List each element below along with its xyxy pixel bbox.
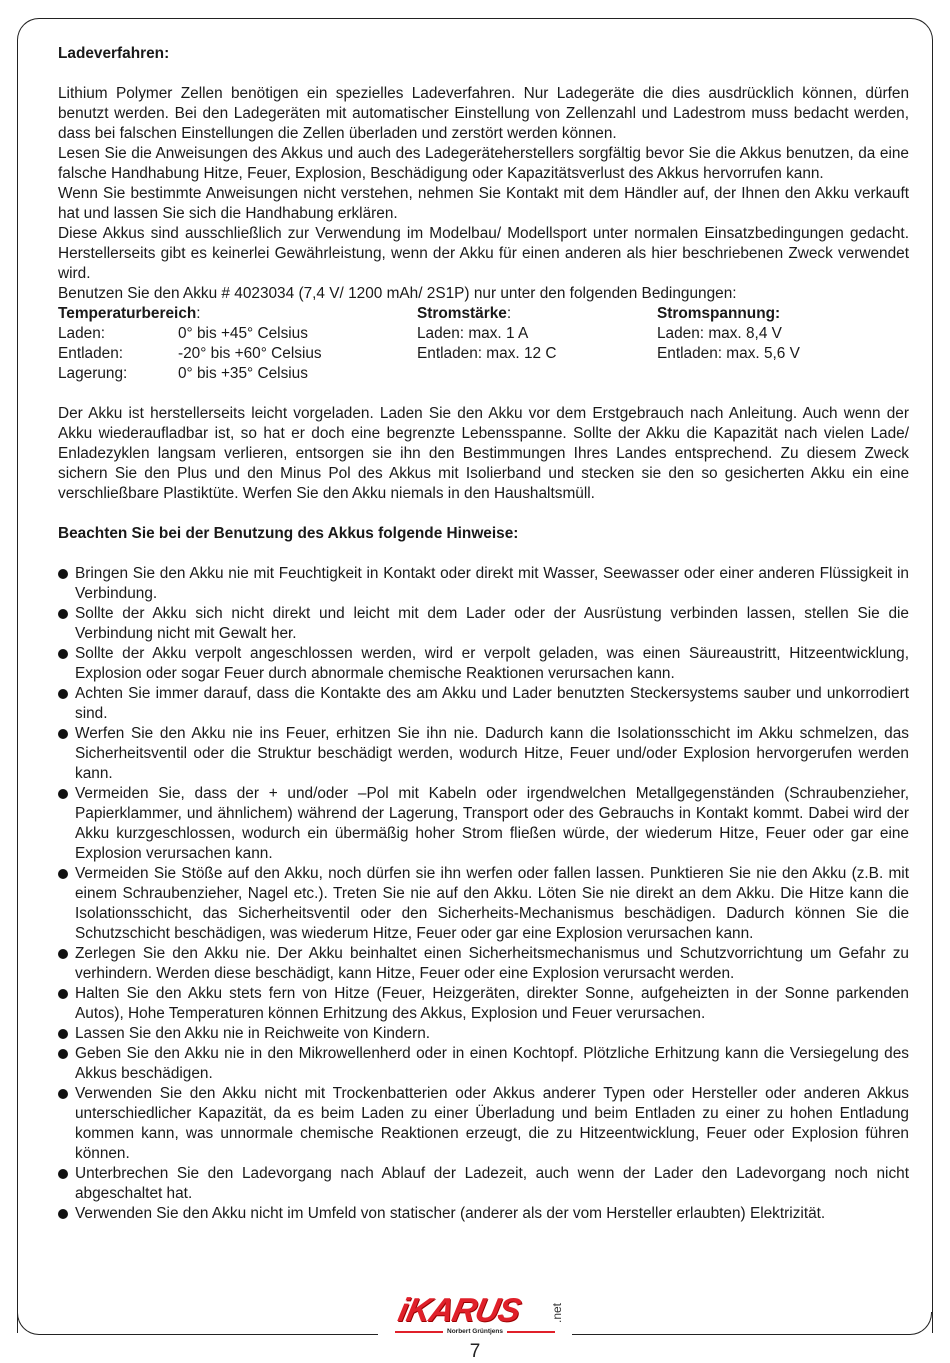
voltage-value: Laden: max. 8,4 V [657, 325, 782, 342]
list-item: Vermeiden Sie, dass der + und/oder –Pol mit Kabeln oder irgendwelchen Metallgegenständen (Schraubenzieher, Papierklammer, und ähnlichem) während der Lagerung, Transport oder des Gebrauchs in Kontakt kommt. Dabei wird der Akku kurzgeschlossen, wodurch ein übermäßig hoher Strom fließen würde, der wiederum Hitze, Feuer oder gar eine Explosion verursachen kann. [58, 784, 909, 864]
page-frame-bottom-right [572, 1312, 932, 1335]
current-value [417, 364, 657, 384]
current-header: Stromstärke: [417, 305, 512, 322]
logo-wordmark: iKARUS [395, 1291, 524, 1328]
list-item: Geben Sie den Akku nie in den Mikrowellenherd oder in einen Kochtopf. Plötzliche Erhitzung kann die Versiegelung des Akkus beschädigen. [58, 1044, 909, 1084]
temp-value: -20° bis +60° Celsius [178, 345, 322, 362]
notes-list [58, 564, 909, 1224]
page-frame-bottom-left [17, 1312, 378, 1335]
page-content [58, 44, 909, 1224]
logo-subtitle-row [395, 1328, 555, 1335]
row-label: Entladen: [58, 345, 124, 362]
voltage-value: Entladen: max. 5,6 V [657, 345, 800, 362]
paragraph: Lesen Sie die Anweisungen des Akkus und auch des Ladegeräteherstellers sorgfältig bevor Sie die Akkus benutzen, da eine falsche Handhabung Hitze, Feuer, Explosion, Beschädigung oder Kapazitätsverlust des Akkus hervorrufen kann. [58, 145, 909, 182]
logo-suffix: .net [550, 1302, 565, 1324]
heading-notes: Beachten Sie bei der Benutzung des Akkus folgende Hinweise: [58, 525, 519, 542]
list-item: Sollte der Akku sich nicht direkt und leicht mit dem Lader oder der Ausrüstung verbinden lassen, stellen Sie die Verbindung nicht mit Gewalt her. [58, 604, 909, 644]
voltage-header: Stromspannung: [657, 305, 781, 322]
list-item: Sollte der Akku verpolt angeschlossen werden, wird er verpolt geladen, was einen Säureaustritt, Hitzeentwicklung, Explosion oder sogar Feuer durch abnormale chemische Reaktionen verursachen kann. [58, 644, 909, 684]
list-item: Bringen Sie den Akku nie mit Feuchtigkeit in Kontakt oder direkt mit Wasser, Seewasser oder einer anderen Flüssigkeit in Verbindung. [58, 564, 909, 604]
list-item: Werfen Sie den Akku nie ins Feuer, erhitzen Sie ihn nie. Dadurch kann die Isolationsschicht im Akku schmelzen, das Sicherheitsventil oder die Struktur beschädigt werden, wodurch Hitze, Feuer und/oder Explosion hervorgerufen werden kann. [58, 724, 909, 784]
list-item: Verwenden Sie den Akku nicht mit Trockenbatterien oder Akkus anderer Typen oder Hersteller oder anderen Akkus unterschiedlicher Kapazität, da es beim Laden zu einer Überladung und beim Entladen zu einer zu hohen Entladung kommen kann, was unnormale chemische Reaktionen erzeugt, die zu Hitzeentwicklung, Feuer oder Explosion führen können. [58, 1084, 909, 1164]
current-value: Laden: max. 1 A [417, 325, 529, 342]
list-item: Verwenden Sie den Akku nicht im Umfeld von statischer (anderer als der vom Hersteller erlaubten) Elektrizität. [58, 1204, 909, 1224]
logo-subtitle: Norbert Grüntjens [447, 1328, 503, 1335]
list-item: Halten Sie den Akku stets fern von Hitze (Feuer, Heizgeräten, direkter Sonne, aufgeheizten in der Sonne parkenden Autos), Hohe Temperaturen können Erhitzung des Akkus, Explosion und Feuer verursachen. [58, 984, 909, 1024]
page-number: 7 [469, 1341, 481, 1362]
paragraph: Wenn Sie bestimmte Anweisungen nicht verstehen, nehmen Sie Kontakt mit dem Händler auf, der Ihnen den Akku verkauft hat und lassen Sie sich die Handhabung erklären. [58, 185, 909, 222]
heading-charging: Ladeverfahren: [58, 45, 170, 62]
ikarus-logo [395, 1292, 575, 1340]
current-value: Entladen: max. 12 C [417, 345, 557, 362]
list-item: Achten Sie immer darauf, dass die Kontakte des am Akku und Lader benutzten Steckersystems sauber und unkorrodiert sind. [58, 684, 909, 724]
list-item: Unterbrechen Sie den Ladevorgang nach Ablauf der Ladezeit, auch wenn der Lader den Ladevorgang noch nicht abgeschaltet hat. [58, 1164, 909, 1204]
temp-header: Temperaturbereich: [58, 305, 201, 322]
paragraph: Diese Akkus sind ausschließlich zur Verwendung im Modelbau/ Modellsport unter normalen Einsatzbedingungen gedacht. Herstellerseits gibt es keinerlei Gewährleistung, wenn der Akku für einen anderen als hier beschriebenen Zweck verwendet wird. [58, 225, 909, 282]
list-item: Lassen Sie den Akku nie in Reichweite von Kindern. [58, 1024, 909, 1044]
temp-value: 0° bis +35° Celsius [178, 365, 308, 382]
list-item: Zerlegen Sie den Akku nie. Der Akku beinhaltet einen Sicherheitsmechanismus und Schutzvorrichtung um Gefahr zu verhindern. Werden diese beschädigt, kann Hitze, Feuer oder eine Explosion verursacht werden. [58, 944, 909, 984]
row-label: Lagerung: [58, 365, 128, 382]
temp-value: 0° bis +45° Celsius [178, 325, 308, 342]
row-label: Laden: [58, 325, 106, 342]
voltage-value [657, 364, 909, 384]
list-item: Vermeiden Sie Stöße auf den Akku, noch dürfen sie ihn werfen oder fallen lassen. Punktieren Sie nie den Akku (z.B. mit einem Schraubenzieher, Nagel etc.). Treten Sie nie auf den Akku. Löten Sie nie direkt an dem Akku. Die Hitze kann die Isolationsschicht, das Sicherheitsventil oder den Sicherheits-Mechanismus beschädigen. Dadurch können Sie die Schutzschicht beschädigen, was wiederum Hitze, Feuer oder gar eine Explosion verursachen kann. [58, 864, 909, 944]
paragraph: Benutzen Sie den Akku # 4023034 (7,4 V/ 1200 mAh/ 2S1P) nur unter den folgenden Bedingungen: [58, 285, 737, 302]
conditions-table [58, 304, 909, 384]
paragraph-precharged: Der Akku ist herstellerseits leicht vorgeladen. Laden Sie den Akku vor dem Erstgebrauch nach Anleitung. Auch wenn der Akku wiederaufladbar ist, so hat er doch eine begrenzte Lebensspanne. Sollte der Akku die Kapazität nach vielen Lade/ Enladezyklen langsam verlieren, entsorgen sie ihn den Bestimmungen Ihres Landes entsprechend. Zu diesem Zweck sichern Sie den Plus und den Minus Pol des Akkus mit Isolierband und stecken sie den so gesicherten Akku ein eine verschließbare Plastiktüte. Werfen Sie den Akku niemals in den Haushaltsmüll. [58, 405, 909, 502]
paragraph: Lithium Polymer Zellen benötigen ein spezielles Ladeverfahren. Nur Ladegeräte die dies ausdrücklich können, dürfen benutzt werden. Bei den Ladegeräten mit automatischer Einstellung von Zellenzahl und Ladestrom muss bedacht werden, dass bei falschen Einstellungen die Zellen überladen und zerstört werden können. [58, 85, 909, 142]
